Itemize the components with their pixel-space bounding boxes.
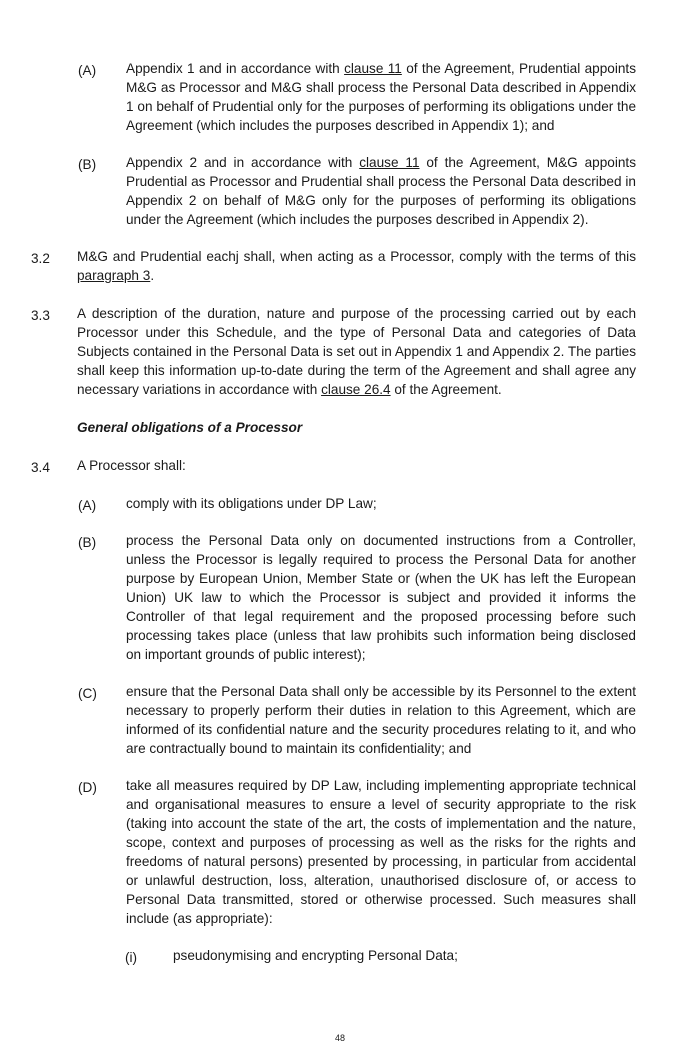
sub-d-text: take all measures required by DP Law, including implementing appropriate technical and organisational measures to ensure a level of security appropriate to the risk (taking into account the state of the art, the costs of implementation and the nature, scope, context and purposes of processing as well as the risks for the rights and freedoms of natural persons) presented by processing, in particular from accidental or unlawful destruction, loss, alteration, unauthorised disclosure of, or access to Personal Data transmitted, stored or otherwise processed. Such measures shall include (as appropriate): — [126, 778, 636, 926]
para-3-4-text: A Processor shall: — [77, 458, 186, 473]
para-3-2-text — [77, 247, 636, 285]
para-3-2-post: . — [150, 268, 155, 283]
sub-b-label: (B) — [78, 535, 97, 550]
sub-b-text: process the Personal Data only on documented instructions from a Controller, unless the Processor is legally required to process the Personal Data for another purpose by European Union, Member State or (when the UK has left the European Union) UK law to which the Processor is subject and provided it informs the Controller of that legal requirement and the proposed processing before such processing takes place (unless that law prohibits such information being disclosed on important grounds of public interest); — [126, 533, 636, 662]
item-a-label: (A) — [78, 63, 97, 78]
sub-i-label: (i) — [125, 950, 138, 965]
para-3-3-number: 3.3 — [31, 308, 50, 323]
sub-a-label: (A) — [78, 498, 97, 513]
clause-11-link[interactable]: clause 11 — [344, 61, 402, 76]
page-number: 48 — [334, 1033, 345, 1043]
para-3-3-text — [77, 304, 636, 399]
item-a-text — [126, 59, 636, 135]
sub-d-label: (D) — [78, 780, 97, 795]
sub-c-text: ensure that the Personal Data shall only be accessible by its Personnel to the extent necessary to properly perform their duties in relation to this Agreement, which are informed of its confidential nature and the security procedures relating to it, and who are contractually bound to maintain its confidentiality; and — [126, 684, 636, 756]
clause-26-4-link[interactable]: clause 26.4 — [321, 382, 391, 397]
section-heading: General obligations of a Processor — [77, 420, 303, 435]
item-b-post: of the Agreement, M&G appoints Prudential as Processor and Prudential shall process the Personal Data described in Appendix 2 on behalf of M&G only for the purposes of performing its obligations under the Agreement (which includes the purposes described in Appendix 2). — [126, 155, 636, 227]
item-a-post: of the Agreement, Prudential appoints M&G as Processor and M&G shall process the Personal Data described in Appendix 1 on behalf of Prudential only for the purposes of performing its obligations under the Agreement (which includes the purposes described in Appendix 1); and — [126, 61, 636, 133]
clause-11-link-b[interactable]: clause 11 — [359, 155, 420, 170]
para-3-2-number: 3.2 — [31, 251, 50, 266]
paragraph-3-link[interactable]: paragraph 3 — [77, 268, 151, 283]
para-3-2-pre: M&G and Prudential eachj shall, when acting as a Processor, comply with the terms of this — [77, 249, 636, 264]
item-a-pre: Appendix 1 and in accordance with — [126, 61, 345, 76]
item-b-label: (B) — [78, 157, 97, 172]
item-b-text — [126, 153, 636, 229]
sub-c-label: (C) — [78, 686, 97, 701]
item-b-pre: Appendix 2 and in accordance with — [126, 155, 360, 170]
para-3-3-post: of the Agreement. — [390, 382, 502, 397]
para-3-3-pre: A description of the duration, nature and purpose of the processing carried out by each Processor under this Schedule, and the type of Personal Data and categories of Data Subjects contained in the Personal Data is set out in Appendix 1 and Appendix 2. The parties shall keep this information up-to-date during the term of the Agreement and shall agree any necessary variations in accordance with — [77, 306, 636, 397]
sub-i-text: pseudonymising and encrypting Personal Data; — [173, 948, 458, 963]
para-3-4-number: 3.4 — [31, 460, 50, 475]
sub-a-text: comply with its obligations under DP Law; — [126, 496, 377, 511]
